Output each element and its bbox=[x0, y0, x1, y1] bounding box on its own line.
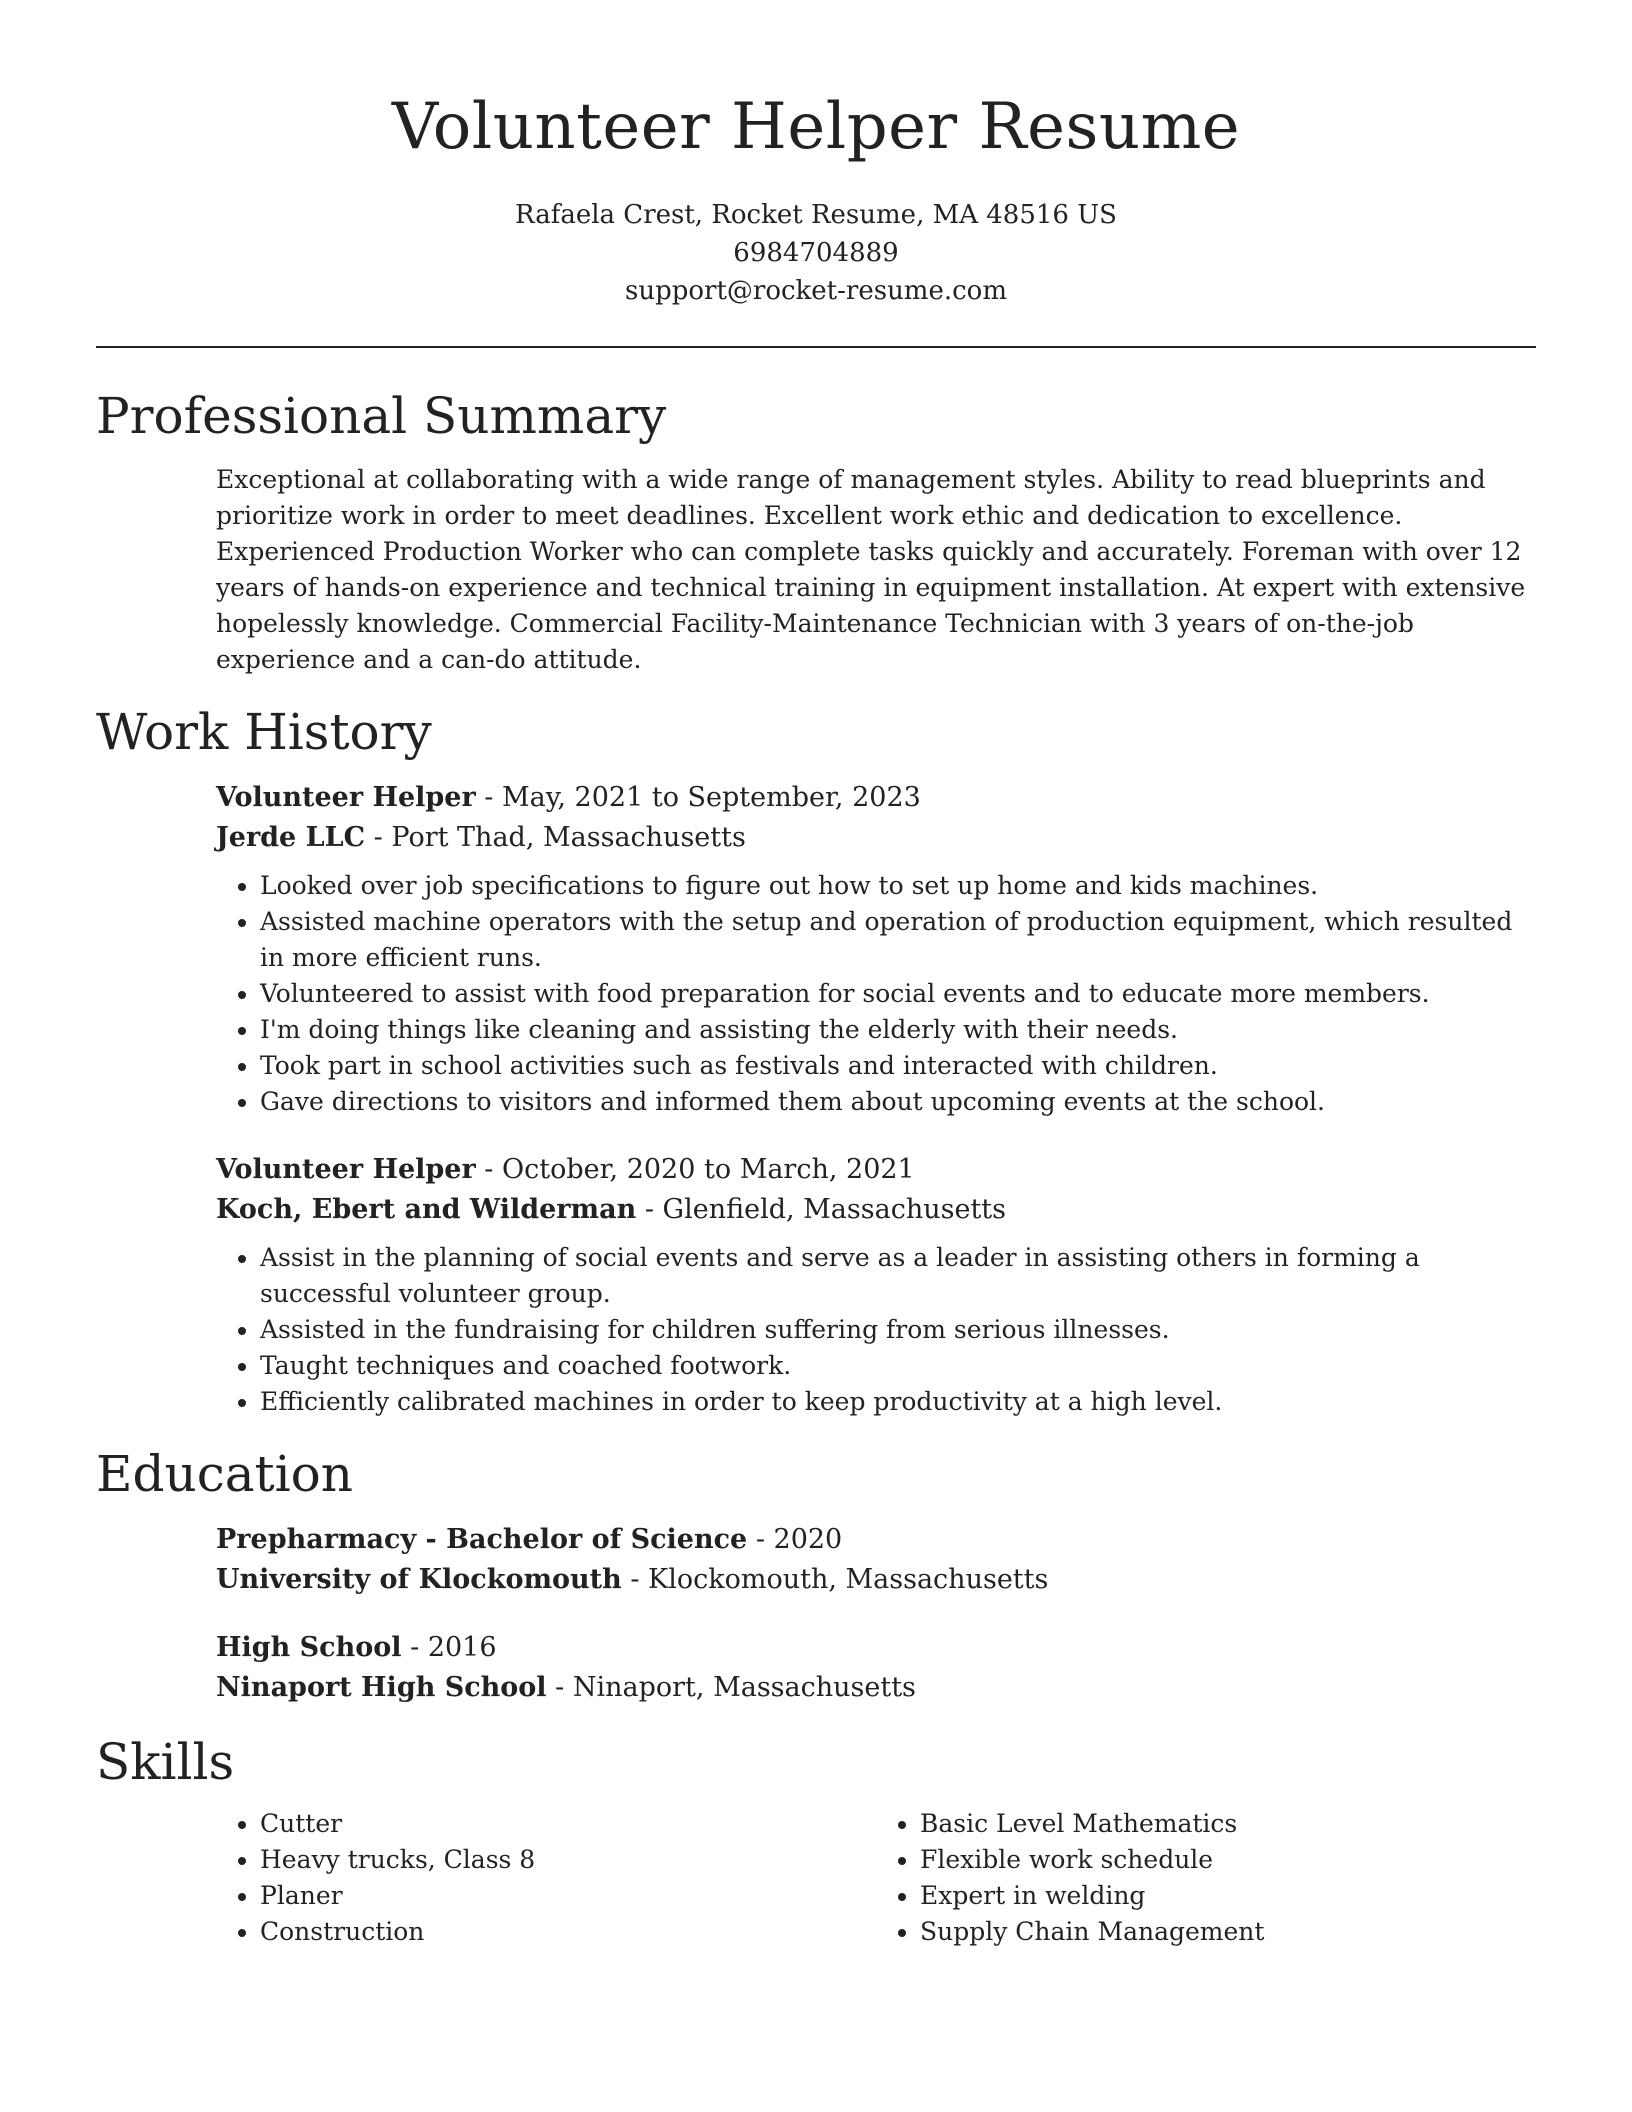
job-bullet: • I'm doing things like cleaning and assisting the elderly with their needs. bbox=[260, 1012, 1536, 1048]
work-history-heading: Work History bbox=[96, 703, 432, 761]
job-bullet: • Taught techniques and coached footwork. bbox=[260, 1348, 1536, 1384]
job-company-line bbox=[216, 1190, 1536, 1230]
education-location: - Ninaport, Massachusetts bbox=[546, 1672, 916, 1703]
work-history-section bbox=[96, 700, 1536, 1420]
skill-item: • Planer bbox=[260, 1878, 876, 1914]
education-school: University of Klockomouth bbox=[216, 1564, 622, 1595]
job-title: Volunteer Helper bbox=[216, 1154, 476, 1185]
contact-phone: 6984704889 bbox=[733, 238, 899, 268]
education-degree: High School bbox=[216, 1632, 402, 1663]
job-bullet: • Volunteered to assist with food preparation for social events and to educate more members. bbox=[260, 976, 1536, 1012]
education-section bbox=[96, 1442, 1536, 1708]
job-dates: - October, 2020 to March, 2021 bbox=[475, 1154, 915, 1185]
job-location: - Port Thad, Massachusetts bbox=[365, 822, 746, 853]
contact-info bbox=[96, 196, 1536, 310]
skill-item: • Heavy trucks, Class 8 bbox=[260, 1842, 876, 1878]
job-bullet: • Looked over job specifications to figure out how to set up home and kids machines. bbox=[260, 868, 1536, 904]
job-entry bbox=[216, 1150, 1536, 1420]
job-bullet: • Took part in school activities such as festivals and interacted with children. bbox=[260, 1048, 1536, 1084]
job-entry bbox=[216, 778, 1536, 1120]
skills-list-right bbox=[876, 1806, 1536, 1950]
education-degree: Prepharmacy - Bachelor of Science bbox=[216, 1524, 748, 1555]
job-dates: - May, 2021 to September, 2023 bbox=[475, 782, 921, 813]
education-entry bbox=[216, 1520, 1536, 1600]
skill-item: • Construction bbox=[260, 1914, 876, 1950]
resume-header bbox=[96, 0, 1536, 310]
summary-heading: Professional Summary bbox=[96, 387, 667, 445]
job-bullet: • Gave directions to visitors and informed them about upcoming events at the school. bbox=[260, 1084, 1536, 1120]
skills-list-left bbox=[216, 1806, 876, 1950]
contact-address: Rafaela Crest, Rocket Resume, MA 48516 US bbox=[515, 200, 1117, 230]
education-year: - 2016 bbox=[401, 1632, 497, 1663]
job-title: Volunteer Helper bbox=[216, 782, 476, 813]
education-degree-line bbox=[216, 1520, 1536, 1560]
job-bullets bbox=[216, 868, 1536, 1120]
job-title-line bbox=[216, 778, 1536, 818]
education-school-line bbox=[216, 1668, 1536, 1708]
job-location: - Glenfield, Massachusetts bbox=[636, 1194, 1007, 1225]
skill-item: • Supply Chain Management bbox=[920, 1914, 1536, 1950]
skill-item: • Flexible work schedule bbox=[920, 1842, 1536, 1878]
job-title-line bbox=[216, 1150, 1536, 1190]
job-bullet: • Assisted in the fundraising for children suffering from serious illnesses. bbox=[260, 1312, 1536, 1348]
education-year: - 2020 bbox=[747, 1524, 843, 1555]
header-divider bbox=[96, 346, 1536, 348]
job-bullet: • Assisted machine operators with the setup and operation of production equipment, which resulted in more efficient runs. bbox=[260, 904, 1536, 976]
education-degree-line bbox=[216, 1628, 1536, 1668]
job-company-line bbox=[216, 818, 1536, 858]
contact-email: support@rocket-resume.com bbox=[624, 276, 1007, 306]
education-entry bbox=[216, 1628, 1536, 1708]
resume-title: Volunteer Helper Resume bbox=[391, 90, 1241, 164]
skills-heading: Skills bbox=[96, 1733, 235, 1791]
education-school-line bbox=[216, 1560, 1536, 1600]
skill-item: • Expert in welding bbox=[920, 1878, 1536, 1914]
summary-section bbox=[96, 384, 1536, 678]
job-company: Jerde LLC bbox=[216, 822, 366, 853]
job-bullet: • Efficiently calibrated machines in order to keep productivity at a high level. bbox=[260, 1384, 1536, 1420]
skills-section bbox=[96, 1730, 1536, 1950]
education-school: Ninaport High School bbox=[216, 1672, 547, 1703]
education-location: - Klockomouth, Massachusetts bbox=[621, 1564, 1049, 1595]
summary-text: Exceptional at collaborating with a wide range of management styles. Ability to read blueprints and prioritize work in order to meet deadlines. Excellent work ethic and dedication to excellence. Experienced Production Worker who can complete tasks quickly and accurately. Foreman with over 12 years of hands-on experience and technical training in equipment installation. At expert with extensive hopelessly knowledge. Commercial Facility-Maintenance Technician with 3 years of on-the-job experience and a can-do attitude. bbox=[216, 465, 1526, 674]
skill-item: • Basic Level Mathematics bbox=[920, 1806, 1536, 1842]
skills-grid bbox=[216, 1796, 1536, 1950]
job-bullet: • Assist in the planning of social events and serve as a leader in assisting others in forming a successful volunteer group. bbox=[260, 1240, 1536, 1312]
education-heading: Education bbox=[96, 1445, 353, 1503]
job-company: Koch, Ebert and Wilderman bbox=[216, 1194, 637, 1225]
skill-item: • Cutter bbox=[260, 1806, 876, 1842]
job-bullets bbox=[216, 1240, 1536, 1420]
